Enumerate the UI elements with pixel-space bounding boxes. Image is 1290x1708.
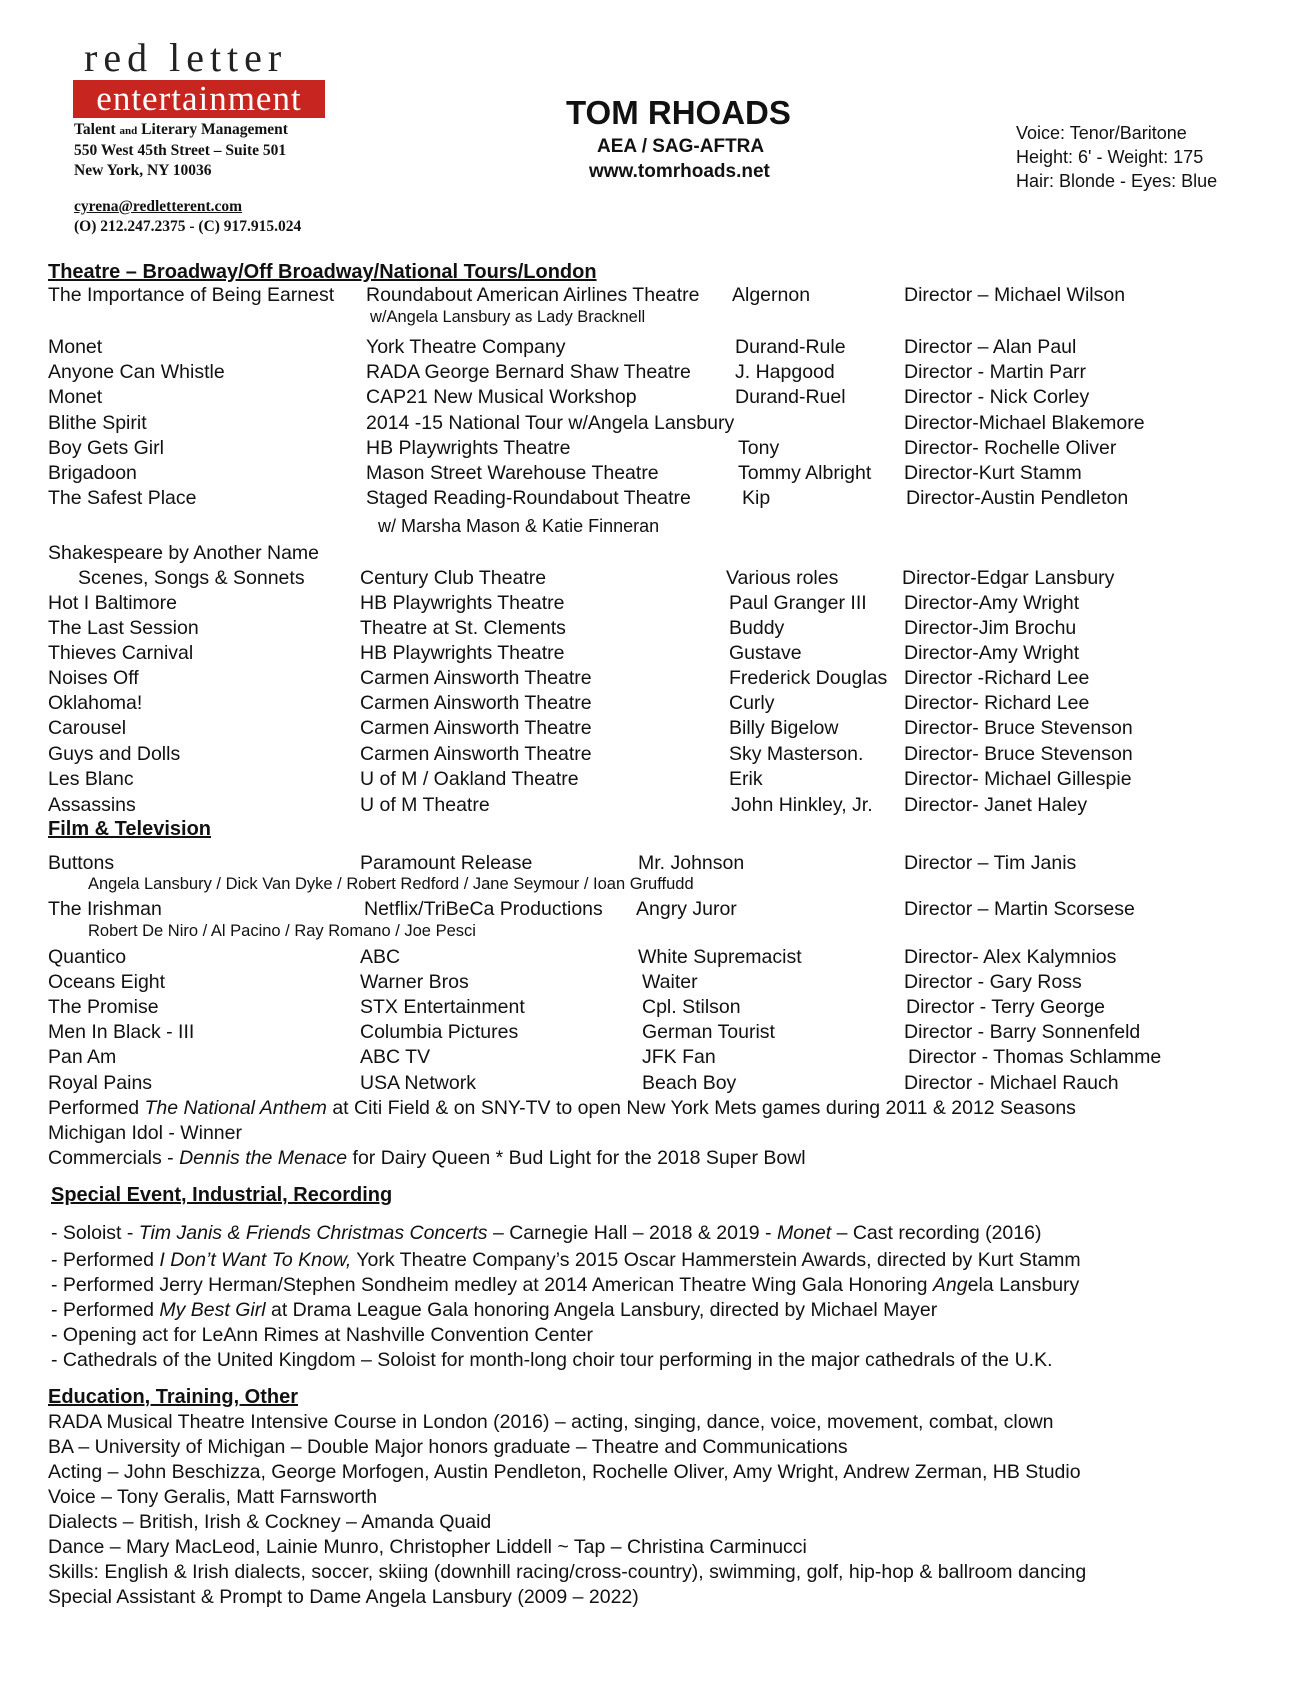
film-director: Director - Thomas Schlamme — [908, 1046, 1162, 1068]
theatre-venue: Carmen Ainsworth Theatre — [360, 667, 592, 689]
theatre-show: Les Blanc — [48, 768, 134, 790]
special-line-3 — [51, 1274, 1079, 1297]
theatre-row — [0, 284, 1290, 308]
theatre-role: Curly — [729, 692, 775, 714]
seg: - Performed — [51, 1249, 160, 1271]
film-company: Warner Bros — [360, 971, 469, 993]
special-line-5: - Opening act for LeAnn Rimes at Nashville Convention Center — [51, 1324, 593, 1346]
anthem-line — [48, 1097, 1076, 1120]
theatre-row — [0, 462, 1290, 486]
seg-italic: Monet — [776, 1222, 832, 1244]
theatre-venue: HB Playwrights Theatre — [360, 592, 565, 614]
theatre-venue: HB Playwrights Theatre — [360, 642, 565, 664]
theatre-row — [0, 692, 1290, 716]
film-company: ABC TV — [360, 1046, 431, 1068]
education-line: Special Assistant & Prompt to Dame Angela Lansbury (2009 – 2022) — [48, 1586, 639, 1608]
theatre-role: Durand-Ruel — [735, 386, 846, 408]
theatre-director: Director-Jim Brochu — [904, 617, 1077, 639]
agency-tagline — [74, 120, 301, 141]
theatre-show: Boy Gets Girl — [48, 437, 164, 459]
agency-email-link[interactable]: cyrena@redletterent.com — [74, 198, 243, 215]
theatre-show: Thieves Carnival — [48, 642, 194, 664]
theatre-venue: Carmen Ainsworth Theatre — [360, 717, 592, 739]
seg: - Performed Jerry Herman/Stephen Sondheim medley at 2014 American Theatre Wing Gala Honoring — [51, 1274, 933, 1296]
theatre-show: The Importance of Being Earnest — [48, 284, 335, 306]
theatre-row — [0, 361, 1290, 385]
theatre-venue: HB Playwrights Theatre — [366, 437, 571, 459]
union-affiliation: AEA / SAG-AFTRA — [597, 136, 765, 157]
film-row — [0, 946, 1290, 970]
theatre-director: Director- Bruce Stevenson — [904, 743, 1133, 765]
agency-phone: (O) 212.247.2375 - (C) 917.915.024 — [74, 218, 302, 235]
film-company: Columbia Pictures — [360, 1021, 519, 1043]
theatre-venue: Roundabout American Airlines Theatre — [366, 284, 700, 306]
theatre-role: Buddy — [729, 617, 785, 639]
theatre-show: Scenes, Songs & Sonnets — [78, 567, 305, 589]
theatre-venue: RADA George Bernard Shaw Theatre — [366, 361, 691, 383]
theatre-role: Gustave — [729, 642, 802, 664]
education-line: RADA Musical Theatre Intensive Course in London (2016) – acting, singing, dance, voice, movement, combat, clown — [48, 1411, 1054, 1433]
film-title: Buttons — [48, 852, 115, 874]
seg: - Performed — [51, 1299, 160, 1321]
stat-voice: Voice: Tenor/Baritone — [1016, 123, 1187, 143]
film-title: Quantico — [48, 946, 127, 968]
actor-name: TOM RHOADS — [566, 94, 791, 131]
seg-italic: Tim Janis & Friends Christmas Concerts — [138, 1222, 488, 1244]
film-row — [0, 971, 1290, 995]
theatre-venue: U of M Theatre — [360, 794, 490, 816]
theatre-show: The Last Session — [48, 617, 199, 639]
theatre-note-mason: w/ Marsha Mason & Katie Finneran — [378, 516, 660, 536]
theatre-row — [0, 487, 1290, 511]
agency-address1: 550 West 45th Street – Suite 501 — [74, 142, 287, 159]
film-role: White Supremacist — [638, 946, 802, 968]
theatre-row — [0, 386, 1290, 410]
theatre-show: Blithe Spirit — [48, 412, 147, 434]
theatre-director: Director – Alan Paul — [904, 336, 1077, 358]
theatre-venue: Mason Street Warehouse Theatre — [366, 462, 659, 484]
special-heading: Special Event, Industrial, Recording — [51, 1184, 393, 1206]
special-line-6: - Cathedrals of the United Kingdom – Soloist for month-long choir tour performing in the major cathedrals of the U.K. — [51, 1349, 1053, 1371]
seg-italic: My Best Girl — [159, 1299, 266, 1321]
theatre-director: Director-Michael Blakemore — [904, 412, 1145, 434]
theatre-venue: Century Club Theatre — [360, 567, 547, 589]
theatre-role: J. Hapgood — [735, 361, 835, 383]
theatre-director: Director-Austin Pendleton — [906, 487, 1129, 509]
film-role: Angry Juror — [636, 898, 737, 920]
theatre-director: Director-Edgar Lansbury — [902, 567, 1115, 589]
anthem-post: at Citi Field & on SNY-TV to open New York Mets games during 2011 & 2012 Seasons — [326, 1097, 1076, 1119]
special-line-1 — [51, 1222, 1041, 1245]
commercials-title: Dennis the Menace — [179, 1147, 348, 1169]
tagline-and: and — [119, 125, 138, 137]
commercials-post: for Dairy Queen * Bud Light for the 2018 Super Bowl — [347, 1147, 806, 1169]
film-role: Waiter — [642, 971, 698, 993]
film-title: Oceans Eight — [48, 971, 166, 993]
physical-stats — [1016, 121, 1217, 193]
theatre-show: The Safest Place — [48, 487, 197, 509]
seg-italic: Ang — [932, 1274, 968, 1296]
film-row — [0, 898, 1290, 922]
seg-italic: I Don’t Want To Know, — [159, 1249, 352, 1271]
film-row — [0, 1072, 1290, 1096]
theatre-director: Director-Amy Wright — [904, 642, 1080, 664]
theatre-director: Director-Amy Wright — [904, 592, 1080, 614]
theatre-shakespeare-title-row — [0, 542, 1290, 566]
film-director: Director – Tim Janis — [904, 852, 1077, 874]
seg: – Carnegie Hall – 2018 & 2019 - — [487, 1222, 777, 1244]
film-title: The Irishman — [48, 898, 162, 920]
film-title: Men In Black - III — [48, 1021, 195, 1043]
education-line: Dance – Mary MacLeod, Lainie Munro, Christopher Liddell ~ Tap – Christina Carminucci — [48, 1536, 807, 1558]
theatre-director: Director- Janet Haley — [904, 794, 1088, 816]
film-row — [0, 1046, 1290, 1070]
film-role: JFK Fan — [642, 1046, 716, 1068]
theatre-row — [0, 667, 1290, 691]
seg: at Drama League Gala honoring Angela Lansbury, directed by Michael Mayer — [265, 1299, 938, 1321]
anthem-title: The National Anthem — [144, 1097, 327, 1119]
theatre-venue: U of M / Oakland Theatre — [360, 768, 579, 790]
film-company: Paramount Release — [360, 852, 533, 874]
commercials-line — [48, 1147, 806, 1170]
theatre-role: Algernon — [732, 284, 811, 306]
film-role: German Tourist — [642, 1021, 775, 1043]
theatre-show: Anyone Can Whistle — [48, 361, 225, 383]
theatre-show: Carousel — [48, 717, 127, 739]
agency-address2: New York, NY 10036 — [74, 162, 212, 179]
tagline-suffix: Literary Management — [141, 121, 288, 138]
theatre-row — [0, 437, 1290, 461]
film-company: USA Network — [360, 1072, 476, 1094]
education-line: Voice – Tony Geralis, Matt Farnsworth — [48, 1486, 378, 1508]
film-note-buttons: Angela Lansbury / Dick Van Dyke / Robert Redford / Jane Seymour / Ioan Gruffudd — [88, 875, 694, 893]
film-director: Director – Martin Scorsese — [904, 898, 1135, 920]
film-row — [0, 1021, 1290, 1045]
theatre-director: Director - Nick Corley — [904, 386, 1090, 408]
theatre-row — [0, 717, 1290, 741]
film-director: Director - Gary Ross — [904, 971, 1082, 993]
show-title: Shakespeare by Another Name — [48, 542, 320, 564]
agency-contact — [74, 120, 301, 237]
film-role: Mr. Johnson — [638, 852, 745, 874]
stat-height-weight: Height: 6' - Weight: 175 — [1016, 147, 1204, 167]
education-line: BA – University of Michigan – Double Major honors graduate – Theatre and Communications — [48, 1436, 848, 1458]
film-row — [0, 852, 1290, 876]
theatre-show: Hot I Baltimore — [48, 592, 177, 614]
film-title: Pan Am — [48, 1046, 117, 1068]
theatre-show: Noises Off — [48, 667, 139, 689]
website-link[interactable]: www.tomrhoads.net — [589, 161, 770, 182]
theatre-show: Monet — [48, 336, 103, 358]
theatre-director: Director - Martin Parr — [904, 361, 1087, 383]
film-role: Cpl. Stilson — [642, 996, 741, 1018]
anthem-pre: Performed — [48, 1097, 145, 1119]
theatre-role: Erik — [729, 768, 763, 790]
stat-hair-eyes: Hair: Blonde - Eyes: Blue — [1016, 171, 1218, 191]
theatre-row — [0, 794, 1290, 818]
film-row — [0, 996, 1290, 1020]
special-line-2 — [51, 1249, 1081, 1272]
commercials-pre: Commercials - — [48, 1147, 180, 1169]
theatre-row — [0, 412, 1290, 436]
theatre-show: Guys and Dolls — [48, 743, 181, 765]
theatre-venue: CAP21 New Musical Workshop — [366, 386, 637, 408]
theatre-director: Director -Richard Lee — [904, 667, 1090, 689]
theatre-role: Kip — [742, 487, 771, 509]
film-company: Netflix/TriBeCa Productions — [364, 898, 603, 920]
theatre-role: John Hinkley, Jr. — [731, 794, 873, 816]
theatre-show: Assassins — [48, 794, 136, 816]
seg: – Cast recording (2016) — [831, 1222, 1042, 1244]
theatre-role: Sky Masterson. — [729, 743, 864, 765]
film-heading: Film & Television — [48, 818, 211, 840]
theatre-director: Director-Kurt Stamm — [904, 462, 1082, 484]
film-director: Director - Terry George — [906, 996, 1106, 1018]
film-director: Director- Alex Kalymnios — [904, 946, 1117, 968]
theatre-director: Director- Rochelle Oliver — [904, 437, 1117, 459]
theatre-row — [0, 768, 1290, 792]
theatre-director: Director- Bruce Stevenson — [904, 717, 1133, 739]
theatre-note-lansbury: w/Angela Lansbury as Lady Bracknell — [370, 308, 646, 326]
theatre-row — [0, 617, 1290, 641]
seg: - Soloist - — [51, 1222, 139, 1244]
theatre-venue: Staged Reading-Roundabout Theatre — [366, 487, 691, 509]
seg: ela Lansbury — [967, 1274, 1080, 1296]
theatre-role: Frederick Douglas — [729, 667, 888, 689]
theatre-venue: Theatre at St. Clements — [360, 617, 566, 639]
theatre-role: Tony — [738, 437, 780, 459]
agency-logo-top: red letter — [84, 35, 288, 80]
theatre-director: Director- Richard Lee — [904, 692, 1090, 714]
education-line: Dialects – British, Irish & Cockney – Amanda Quaid — [48, 1511, 492, 1533]
theatre-venue: Carmen Ainsworth Theatre — [360, 692, 592, 714]
theatre-row — [0, 336, 1290, 360]
seg: York Theatre Company’s 2015 Oscar Hammerstein Awards, directed by Kurt Stamm — [351, 1249, 1081, 1271]
theatre-role: Billy Bigelow — [729, 717, 839, 739]
theatre-row — [0, 743, 1290, 767]
film-company: STX Entertainment — [360, 996, 525, 1018]
tagline-prefix: Talent — [74, 121, 116, 138]
theatre-show: Monet — [48, 386, 103, 408]
film-company: ABC — [360, 946, 401, 968]
theatre-role: Tommy Albright — [738, 462, 872, 484]
film-title: The Promise — [48, 996, 159, 1018]
theatre-row — [0, 592, 1290, 616]
theatre-venue: 2014 -15 National Tour w/Angela Lansbury — [366, 412, 735, 434]
theatre-venue: York Theatre Company — [366, 336, 566, 358]
film-director: Director - Michael Rauch — [904, 1072, 1119, 1094]
theatre-role: Durand-Rule — [735, 336, 846, 358]
agency-logo-banner: entertainment — [73, 80, 325, 118]
education-line: Acting – John Beschizza, George Morfogen, Austin Pendleton, Rochelle Oliver, Amy Wright, Andrew Zerman, HB Studio — [48, 1461, 1081, 1483]
film-director: Director - Barry Sonnenfeld — [904, 1021, 1141, 1043]
theatre-director: Director – Michael Wilson — [904, 284, 1126, 306]
theatre-show: Oklahoma! — [48, 692, 143, 714]
theatre-role: Various roles — [726, 567, 839, 589]
film-note-irishman: Robert De Niro / Al Pacino / Ray Romano / Joe Pesci — [88, 922, 476, 940]
education-line: Skills: English & Irish dialects, soccer, skiing (downhill racing/cross-country), swimming, golf, hip-hop & ballroom dancing — [48, 1561, 1087, 1583]
film-role: Beach Boy — [642, 1072, 737, 1094]
theatre-row — [0, 567, 1290, 591]
theatre-show: Brigadoon — [48, 462, 137, 484]
special-line-4 — [51, 1299, 937, 1322]
theatre-venue: Carmen Ainsworth Theatre — [360, 743, 592, 765]
theatre-heading: Theatre – Broadway/Off Broadway/National Tours/London — [48, 261, 597, 283]
theatre-role: Paul Granger III — [729, 592, 867, 614]
theatre-row — [0, 642, 1290, 666]
idol-line: Michigan Idol - Winner — [48, 1122, 242, 1144]
film-title: Royal Pains — [48, 1072, 153, 1094]
theatre-director: Director- Michael Gillespie — [904, 768, 1132, 790]
education-heading: Education, Training, Other — [48, 1386, 299, 1408]
